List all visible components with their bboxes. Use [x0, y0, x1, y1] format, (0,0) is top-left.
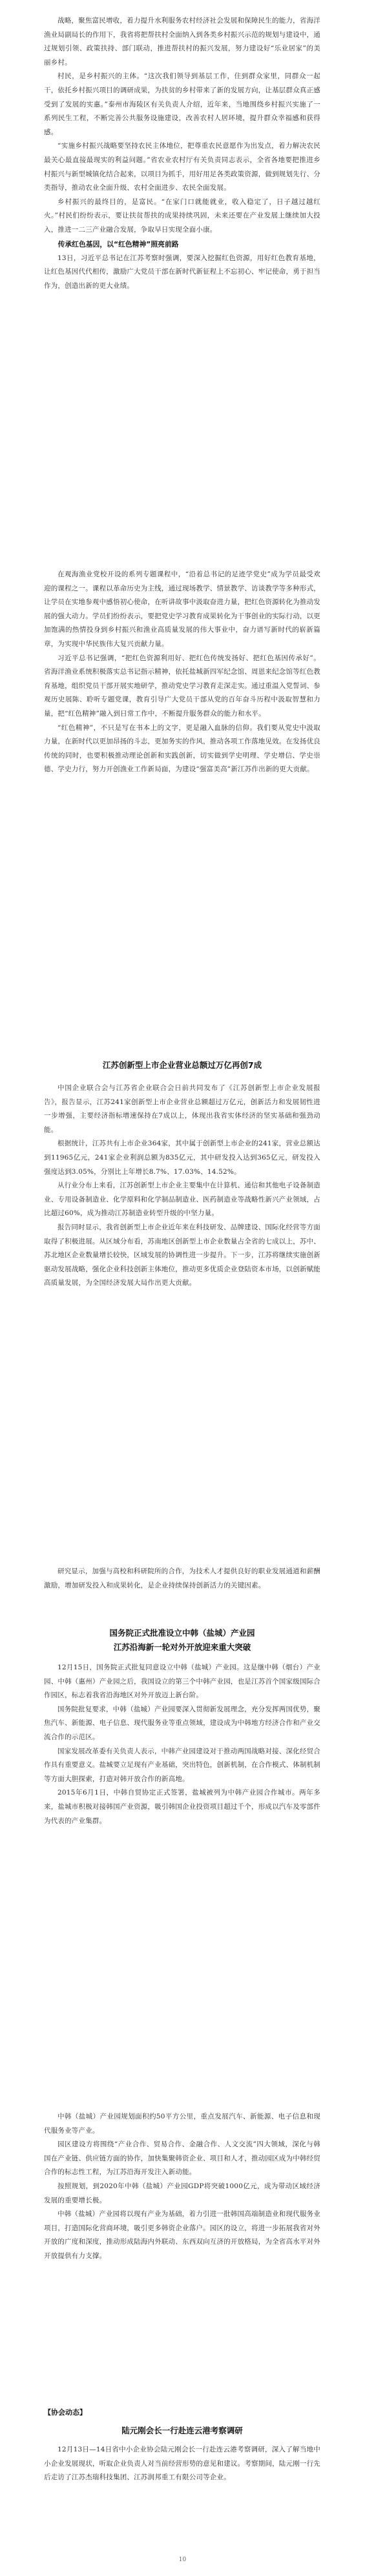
paragraph: 中韩（盐城）产业园将以现有产业为基础，着力引进一批韩国高端制造业和现代服务业项目，打造国际化营商环境，吸引更多韩资企业落户。园区的设立，将进一步拓展我省对外开放的广度和深度，推动形成陆海内外联动、东西双向互济的开放格局，为全省高水平对外开放提供有力支撑。: [44, 2210, 320, 2260]
paragraph: 根据统计，江苏共有上市企业364家，其中属于创新型上市企业的241家，营业总额达到11965亿元，241家企业利润总额为835亿元，其中研发投入达到365亿元，研发投入强度达到3.05%，分别比上年增长8.7%、17.03%、14.52%。: [44, 1140, 320, 1176]
article-industrial-park: [44, 1626, 320, 1828]
article-red-spirit-section: [44, 568, 320, 777]
section-heading: 传承红色基因，以“红色精神”照亮前路: [57, 239, 179, 248]
paragraph: 12月13日—14日省中小企业协会陆元刚会长一行赴连云港考察调研，深入了解当地中小企业发展现状，听取企业负责人对当前经营形势的意见和建议。考察期间，陆元刚一行先后走访了江苏杰瑞科技集团、江苏润邦重工有限公司等企业。: [44, 2446, 320, 2482]
article-title-line1: 国务院正式批准设立中韩（盐城）产业园: [109, 1628, 255, 1638]
article-innovative-enterprises: [44, 1058, 320, 1291]
article-innovative-enterprises-continued: [44, 1565, 320, 1593]
association-news-label: 【协会动态】: [44, 2408, 87, 2417]
paragraph: 战略，聚焦富民增收，着力提升水利服务农村经济社会发展和保障民生的能力，省海洋渔业局副局长的作用下，我省将把帮扶村全面纳入到各类乡村振兴示范的规划与建设中，通过规划引领、政策扶持、部门联动，推进帮扶村的振兴发展，努力建设好“乐业居家”的美丽乡村。: [44, 17, 320, 66]
paragraph: 研究显示，加强与高校和科研院所的合作，为技术人才提供良好的职业发展通道和薪酬激励，增加研发投入和成果转化，是企业持续保持创新活力的关键因素。: [44, 1567, 320, 1589]
article-title: 陆元刚会长一行赴连云港考察调研: [121, 2426, 243, 2435]
paragraph: 12月15日，国务院正式批复同意设立中韩（盐城）产业园。这是继中韩（烟台）产业园、中韩（惠州）产业园之后，我国设立的第三个中韩产业园，也是江苏首个国家级国际合作园区，标志着我省沿海地区对外开放迈上新台阶。: [44, 1664, 320, 1700]
paragraph: 中国企业联合会与江苏省企业联合会日前共同发布了《江苏创新型上市企业发展报告》，报告显示，江苏241家创新型上市企业营业总额超过万亿元，创新活力和发展韧性进一步增强，主要经济指标增速保持在7成以上，体现出我省实体经济的坚实基础和强劲动能。: [44, 1084, 320, 1134]
paragraph: 从行业分布上来看，江苏创新型上市企业主要集中在计算机、通信和其他电子设备制造业、专用设备制造业、化学原料和化学制品制造业、医药制造业等战略性新兴产业领域，占比超过60%，成为推动江苏制造业转型升级的中坚力量。: [44, 1182, 320, 1218]
paragraph: 2015年6月1日，中韩自贸协定正式签署，盐城被列为中韩产业园合作城市。两年多来，盐城市积极对接韩国产业资源，吸引韩国企业投资项目超过千个，形成以汽车及零部件为代表的产业集群。: [44, 1789, 320, 1825]
paragraph: 园区建设方将围绕“产业合作、贸易合作、金融合作、人文交流”四大领域，深化与韩国在产业链、供应链方面的协作，加快集聚韩资企业、项目和人才，推动园区成为中韩经贸合作的标志性工程，为江苏沿海开发注入新动能。: [44, 2140, 320, 2177]
paragraph: 村民，是乡村振兴的主体。“这次我们领导到基层工作，住到群众家里，同群众一起干，依托乡村振兴项目的调研成果，为扶贫的乡村带来了新的发展方向，让基层群众真正感受到了发展的实惠。”泰州市海陵区有关负责人介绍，近年来，当地围绕乡村振兴实施了一系列民生工程，不断完善公共服务设施建设，改善农村人居环境，提升群众幸福感和获得感。: [44, 72, 320, 136]
article-agri-section: [44, 14, 320, 293]
article-association-visit: [44, 2424, 320, 2485]
paragraph: “实施乡村振兴战略要坚持农民主体地位，把尊重农民意愿作为出发点，着力解决农民最关心最直接最现实的利益问题。”省农业农村厅有关负责同志表示，全省各地要把推进乡村振兴与新型城镇化结合起来，以项目为抓手，用好用足各类政策资源，做到规划先行、分类指导，推动农业全面升级、农村全面进步、农民全面发展。: [44, 142, 320, 192]
article-industrial-park-continued: [44, 2110, 320, 2264]
paragraph: 13日，习近平总书记在江苏考察时强调，要深入挖掘红色资源，用好红色教育基地，让红色基因代代相传，激励广大党员干部在新时代新征程上不忘初心、牢记使命，勇于担当作为，创造出新的更大业绩。: [44, 254, 320, 290]
paragraph: 国务院批复要求，中韩（盐城）产业园要深入贯彻新发展理念，充分发挥两国优势，聚焦汽车、新能源、电子信息、现代服务业等重点领域，建设成为中韩地方经济合作和产业交流合作的示范区。: [44, 1705, 320, 1741]
paragraph: 按照规划，到2020年中韩（盐城）产业园GDP将突破1000亿元，成为带动区域经济发展的重要增长极。: [44, 2182, 320, 2204]
article-title: 江苏创新型上市企业营业总额过万亿再创7成: [102, 1060, 262, 1070]
paragraph: 习近平总书记强调，“把红色资源利用好、把红色传统发扬好、把红色基因传承好”。省海洋渔业系统积极落实总书记指示精神，依托盐城新四军纪念馆、周恩来纪念馆等红色教育基地，组织党员干部开展实地研学，推动党史学习教育走深走实。通过重温入党誓词、参观历史展陈、聆听专题党课，教育引导广大党员干部从党的百年奋斗历程中汲取智慧和力量，把“红色精神”融入到日常工作中，不断提升服务群众的能力和水平。: [44, 654, 320, 718]
paragraph: 报告同时显示，我省创新型上市企业近年来在科技研发、品牌建设、国际化经营等方面取得了积极进展。从区域分布看，苏南地区创新型上市企业数量占全省的七成以上，苏中、苏北地区企业数量增长较快，区域发展的协调性进一步提升。下一步，江苏将继续实施创新驱动发展战略，强化企业科技创新主体地位，推动更多优质企业登陆资本市场，以创新赋能高质量发展，为全国经济发展大局作出更大贡献。: [44, 1223, 320, 1287]
paragraph: 国家发展改革委有关负责人表示，中韩产业园建设对于推动两国战略对接、深化经贸合作具有重要意义。盐城要立足现有产业基础，突出特色，创新机制，在合作模式、体制机制等方面大胆探索，打造对韩开放合作的新高地。: [44, 1747, 320, 1783]
article-title-line2: 江苏沿海新一轮对外开放迎来重大突破: [113, 1642, 251, 1652]
paragraph: 在观海渔业党校开设的系列专题课程中，“沿着总书记的足迹学党史”成为学员最受欢迎的课程之一。课程以革命历史为主线，通过现场教学、情景教学、访谈教学等多种形式，让学员在实地参观中感悟初心使命，在听讲故事中汲取奋进力量，把红色资源转化为推动发展的强大动力。学员们纷纷表示，要把党史学习教育成果转化为干事创业的实际行动，以更加饱满的热情投身到乡村振兴和渔业高质量发展的伟大事业中，奋力谱写新时代的崭新篇章，为实现中华民族伟大复兴贡献力量。: [44, 570, 320, 648]
paragraph: “红色精神”，不只是写在书本上的文字，更是融入血脉的信仰。我们要从党史中汲取力量，在新时代以更加昂扬的斗志，更加务实的作风，推动各项工作落地见效。在发扬优良传统的同时，也要积极推动理论创新和实践创新，切实做到学史明理、学史增信、学史崇德、学史力行，努力开创渔业工作新局面，为建设“强富美高”新江苏作出新的更大贡献。: [44, 723, 320, 774]
page-number: 10: [178, 2557, 187, 2563]
paragraph: 中韩（盐城）产业园规划面积约50平方公里，重点发展汽车、新能源、电子信息和现代服务业等产业。: [44, 2113, 320, 2135]
paragraph: 乡村振兴的最终目的，是富民。“在家门口就能就业，收入稳定了，日子越过越红火。”村民们纷纷表示，要让扶贫帮扶的成果持续巩固，未来还要在产业发展上继续加大投入，推进一二三产业融合发展，争取早日实现全面小康。: [44, 197, 320, 234]
